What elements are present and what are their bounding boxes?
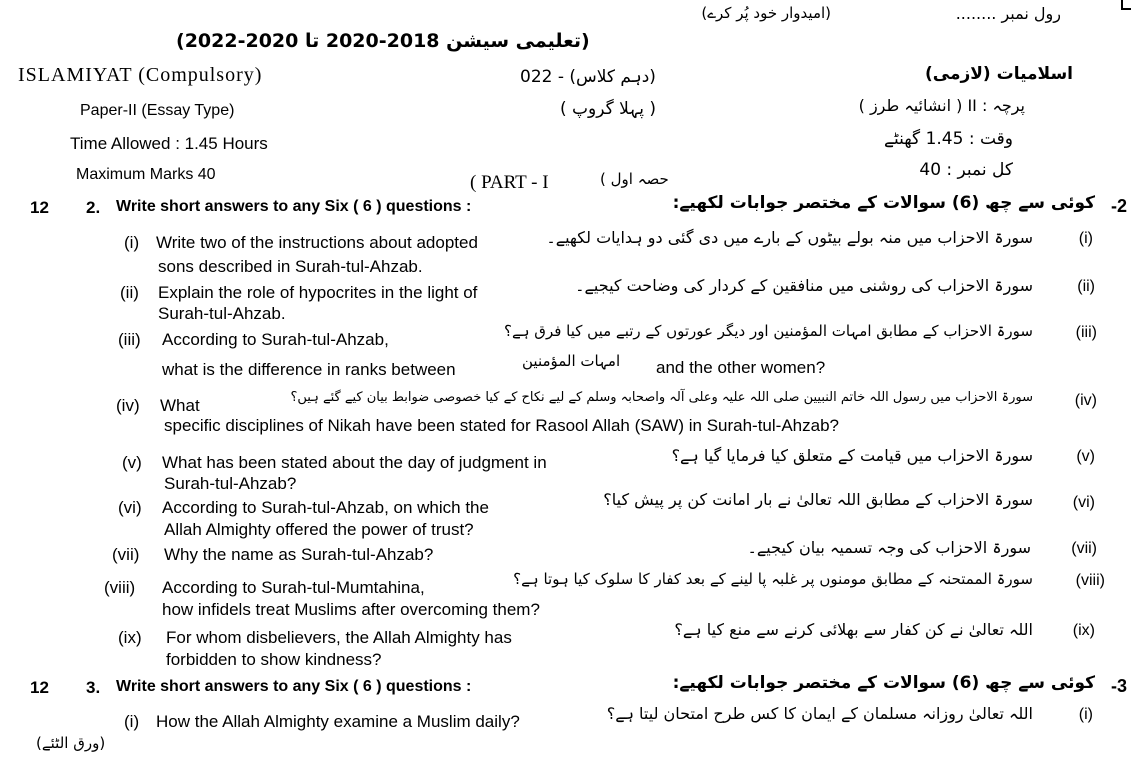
q2-item-6-num: (vi) <box>118 498 142 517</box>
q2-item-6-text-2: Allah Almighty offered the power of trust? <box>164 520 474 539</box>
paper-label-en: Paper-II (Essay Type) <box>80 102 235 119</box>
q2-item-9-ur: اللہ تعالیٰ نے کن کفار سے بھلائی کرنے سے منع کیا ہے؟ <box>674 620 1033 639</box>
q2-item-7-num-ur: (vii) <box>1071 540 1097 557</box>
code-class: (دہم کلاس) - 022 <box>520 67 656 87</box>
q2-item-8-text-2: how infidels treat Muslims after overcoming them? <box>162 600 540 619</box>
corner-mark <box>1121 0 1131 10</box>
part-label: ( PART - I <box>470 172 549 193</box>
q2-item-3-num: (iii) <box>118 330 141 349</box>
time-allowed-en: Time Allowed : 1.45 Hours <box>70 134 268 153</box>
roll-number-label: رول نمبر ........ <box>955 4 1061 23</box>
q2-item-2-ur: سورۃ الاحزاب کی روشنی میں منافقین کے کردار کی وضاحت کیجیے۔ <box>575 276 1033 295</box>
q2-marks: 12 <box>30 198 49 217</box>
group-label: ( پہلا گروپ ) <box>560 99 656 119</box>
q2-item-2-text-2: Surah-tul-Ahzab. <box>158 304 286 323</box>
q2-item-2-num: (ii) <box>120 283 139 302</box>
q3-item-1-ur: اللہ تعالیٰ روزانہ مسلمان کے ایمان کا کس طرح امتحان لیتا ہے؟ <box>606 704 1033 723</box>
q2-item-5-num-ur: (v) <box>1076 448 1095 465</box>
q3-marks: 12 <box>30 678 49 697</box>
q2-item-9-text-2: forbidden to show kindness? <box>166 650 382 669</box>
q2-title-ur: کوئی سے چھ (6) سوالات کے مختصر جوابات لکھیے: <box>672 193 1095 213</box>
q2-item-1-num: (i) <box>124 233 140 252</box>
q2-item-9-num: (ix) <box>118 628 142 647</box>
q2-item-3-num-ur: (iii) <box>1075 324 1097 341</box>
max-marks-en: Maximum Marks 40 <box>76 166 216 183</box>
q2-item-3-term-ur: امہات المؤمنین <box>522 352 621 370</box>
q3-title: Write short answers to any Six ( 6 ) questions : <box>116 678 472 695</box>
max-marks-ur: کل نمبر : 40 <box>919 160 1013 180</box>
q3-item-1-num-ur: (i) <box>1078 706 1093 723</box>
q2-item-8-text: According to Surah-tul-Mumtahina, <box>162 578 425 597</box>
session-label: (تعلیمی سیشن 2018-2020 تا 2020-2022) <box>176 30 590 52</box>
candidate-note: (امیدوار خود پُر کرے) <box>701 4 831 22</box>
q2-item-4-num-ur: (iv) <box>1074 392 1097 409</box>
subject-title-ur: اسلامیات (لازمی) <box>924 64 1073 84</box>
q2-item-1-text-2: sons described in Surah-tul-Ahzab. <box>158 257 423 276</box>
q2-item-9-num-ur: (ix) <box>1072 622 1095 639</box>
q2-item-4-num: (iv) <box>116 396 140 415</box>
q2-item-5-text: What has been stated about the day of judgment in <box>162 453 547 472</box>
q3-item-1-num: (i) <box>124 712 140 731</box>
q2-item-1-text: Write two of the instructions about adopted <box>156 233 478 252</box>
q2-item-4-text-2: specific disciplines of Nikah have been stated for Rasool Allah (SAW) in Surah-tul-Ahzab? <box>164 416 839 435</box>
q2-item-4-text: What <box>160 396 200 415</box>
q3-title-ur: کوئی سے چھ (6) سوالات کے مختصر جوابات لکھیے: <box>672 673 1095 693</box>
q2-item-7-text: Why the name as Surah-tul-Ahzab? <box>164 545 434 564</box>
q2-item-3-text-2: what is the difference in ranks between <box>162 360 456 379</box>
paper-label-ur: پرچہ : II ( انشائیہ طرز ) <box>858 96 1025 115</box>
q2-title: Write short answers to any Six ( 6 ) questions : <box>116 198 472 215</box>
q2-item-1-ur: سورۃ الاحزاب میں منہ بولے بیٹوں کے بارے میں دی گئی دو ہدایات لکھیے۔ <box>546 228 1033 247</box>
subject-title-en: ISLAMIYAT (Compulsory) <box>18 64 263 86</box>
time-allowed-ur: وقت : 1.45 گھنٹے <box>884 129 1013 149</box>
q2-item-4-ur: سورۃ الاحزاب میں رسول اللہ خاتم النبیین صلی اللہ علیہ وعلی آلہ واصحابہ وسلم کے لیے نکاح کے کیا خصوصی ضوابط بیان کیے گئے ہیں؟ <box>290 390 1033 405</box>
part-label-ur: حصہ اول ) <box>600 170 669 188</box>
q2-item-9-text: For whom disbelievers, the Allah Almighty has <box>166 628 512 647</box>
q2-item-8-num-ur: (viii) <box>1075 572 1105 589</box>
q2-item-6-text: According to Surah-tul-Ahzab, on which the <box>162 498 489 517</box>
q2-item-7-ur: سورۃ الاحزاب کی وجہ تسمیہ بیان کیجیے۔ <box>747 538 1031 557</box>
q2-item-5-num: (v) <box>122 453 142 472</box>
q2-item-3-text: According to Surah-tul-Ahzab, <box>162 330 389 349</box>
q3-label: 3. <box>86 678 101 697</box>
q2-label: 2. <box>86 198 101 217</box>
q2-item-2-num-ur: (ii) <box>1077 278 1095 295</box>
q2-item-3-text-3: and the other women? <box>656 358 826 377</box>
q2-item-5-text-2: Surah-tul-Ahzab? <box>164 474 297 493</box>
q2-item-8-num: (viii) <box>104 578 136 597</box>
q2-item-5-ur: سورۃ الاحزاب میں قیامت کے متعلق کیا فرمایا گیا ہے؟ <box>671 446 1033 465</box>
q3-label-ur: -3 <box>1110 676 1127 696</box>
q2-item-3-ur: سورۃ الاحزاب کے مطابق امہات المؤمنین اور دیگر عورتوں کے رتبے میں کیا فرق ہے؟ <box>504 322 1033 340</box>
turn-over-note: (ورق الٹئے) <box>36 734 106 752</box>
q3-item-1-text: How the Allah Almighty examine a Muslim daily? <box>156 712 520 731</box>
q2-item-6-num-ur: (vi) <box>1072 494 1095 511</box>
q2-item-2-text: Explain the role of hypocrites in the light of <box>158 283 478 302</box>
q2-item-8-ur: سورۃ الممتحنہ کے مطابق مومنوں پر غلبہ پا لینے کے بعد کفار کا سلوک کیا ہوتا ہے؟ <box>513 570 1033 588</box>
q2-item-1-num-ur: (i) <box>1078 230 1093 247</box>
q2-label-ur: -2 <box>1110 196 1127 216</box>
q2-item-7-num: (vii) <box>112 545 140 564</box>
q2-item-6-ur: سورۃ الاحزاب کے مطابق اللہ تعالیٰ نے بار امانت کن پر پیش کیا؟ <box>603 490 1033 509</box>
